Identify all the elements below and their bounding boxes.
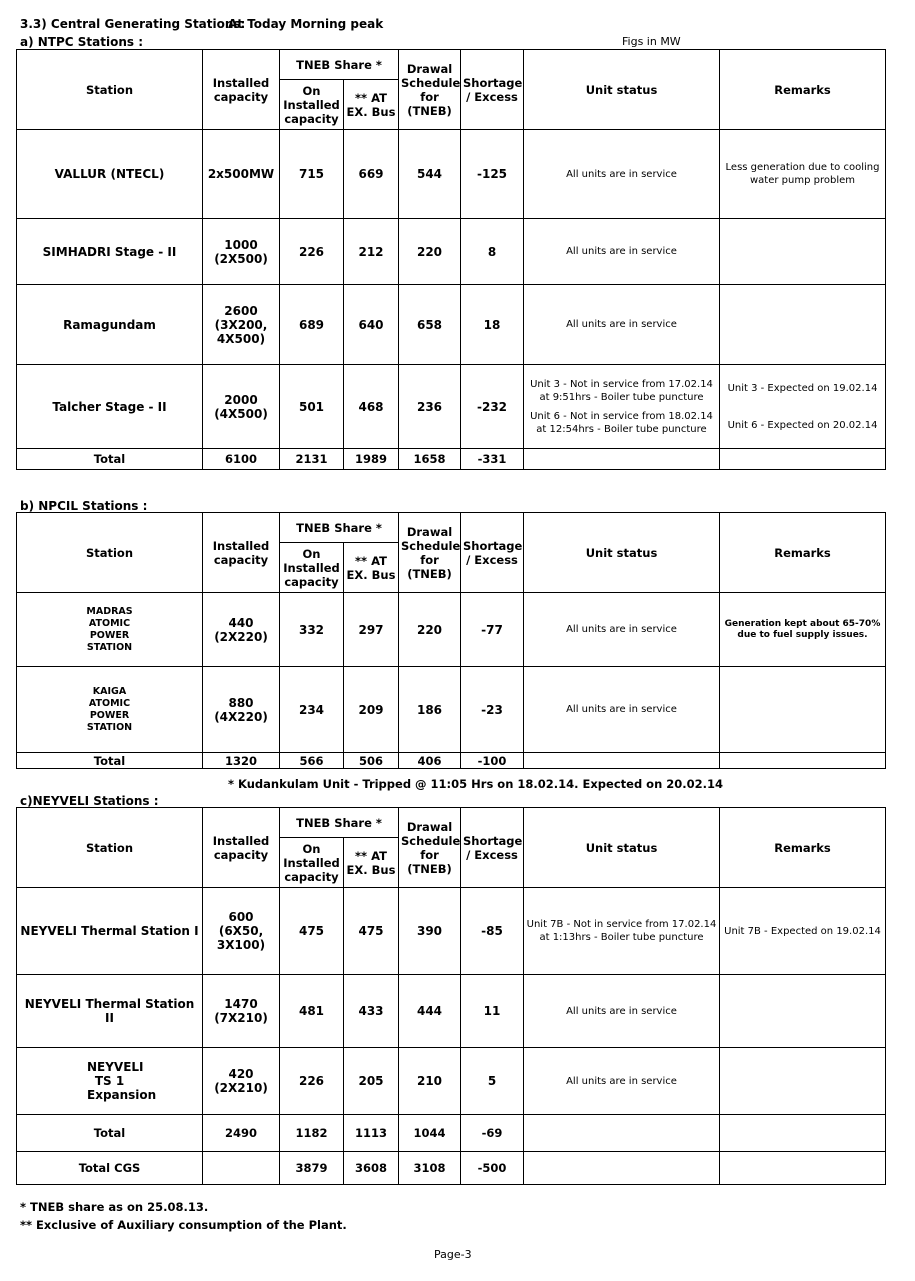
header-station: Station <box>17 50 203 130</box>
total-on-installed: 1182 <box>280 1115 344 1152</box>
unit-status: All units are in service <box>524 667 720 753</box>
header-unit-status: Unit status <box>524 513 720 593</box>
peak-label: At Today Morning peak <box>228 17 384 31</box>
on-installed: 689 <box>280 285 344 365</box>
table-row <box>17 1048 886 1115</box>
at-ex-bus: 212 <box>344 219 399 285</box>
on-installed: 234 <box>280 667 344 753</box>
drawal-schedule: 220 <box>399 593 461 667</box>
on-installed: 332 <box>280 593 344 667</box>
shortage-excess: -125 <box>461 130 524 219</box>
table-row <box>17 219 886 285</box>
total-installed: 1320 <box>203 753 280 769</box>
shortage-excess: -23 <box>461 667 524 753</box>
total-shortage: -331 <box>461 449 524 470</box>
installed-capacity: 440 (2X220) <box>203 593 280 667</box>
on-installed: 475 <box>280 888 344 975</box>
at-ex-bus: 297 <box>344 593 399 667</box>
remarks-line-1: Unit 3 - Expected on 19.02.14 <box>727 382 878 394</box>
station-name: NEYVELI TS 1 Expansion <box>17 1048 203 1115</box>
shortage-excess: 11 <box>461 975 524 1048</box>
header-on-installed: On Installed capacity <box>280 543 344 593</box>
remarks <box>720 285 886 365</box>
header-on-installed: On Installed capacity <box>280 80 344 130</box>
drawal-schedule: 186 <box>399 667 461 753</box>
drawal-schedule: 658 <box>399 285 461 365</box>
total-installed: 2490 <box>203 1115 280 1152</box>
station-name: SIMHADRI Stage - II <box>17 219 203 285</box>
remarks <box>720 219 886 285</box>
remarks: Unit 7B - Expected on 19.02.14 <box>720 888 886 975</box>
installed-capacity: 2x500MW <box>203 130 280 219</box>
unit-status: All units are in service <box>524 593 720 667</box>
on-installed: 501 <box>280 365 344 449</box>
neyveli-table <box>16 807 886 1185</box>
total-cgs-drawal: 3108 <box>399 1152 461 1185</box>
installed-capacity: 600 (6X50, 3X100) <box>203 888 280 975</box>
header-unit-status: Unit status <box>524 50 720 130</box>
table-row <box>17 667 886 753</box>
total-shortage: -69 <box>461 1115 524 1152</box>
total-at-ex-bus: 1989 <box>344 449 399 470</box>
npcil-title: b) NPCIL Stations : <box>20 499 148 513</box>
header-station: Station <box>17 513 203 593</box>
table-row <box>17 593 886 667</box>
unit-status-line-1: Unit 3 - Not in service from 17.02.14 at 9:51hrs - Boiler tube puncture <box>530 378 713 403</box>
shortage-excess: -77 <box>461 593 524 667</box>
total-cgs-at-ex-bus: 3608 <box>344 1152 399 1185</box>
total-drawal: 1658 <box>399 449 461 470</box>
npcil-table <box>16 512 886 769</box>
at-ex-bus: 669 <box>344 130 399 219</box>
station-name: Ramagundam <box>17 285 203 365</box>
installed-capacity: 420 (2X210) <box>203 1048 280 1115</box>
total-on-installed: 2131 <box>280 449 344 470</box>
header-installed: Installed capacity <box>203 50 280 130</box>
total-drawal: 406 <box>399 753 461 769</box>
total-label: Total <box>17 1115 203 1152</box>
drawal-schedule: 210 <box>399 1048 461 1115</box>
at-ex-bus: 433 <box>344 975 399 1048</box>
footnote-auxiliary: ** Exclusive of Auxiliary consumption of the Plant. <box>20 1218 347 1232</box>
remarks <box>720 365 886 449</box>
remarks: Less generation due to cooling water pump problem <box>720 130 886 219</box>
total-on-installed: 566 <box>280 753 344 769</box>
unit-status: All units are in service <box>524 285 720 365</box>
unit-status <box>524 365 720 449</box>
on-installed: 226 <box>280 1048 344 1115</box>
header-at-ex-bus: ** AT EX. Bus <box>344 543 399 593</box>
header-station: Station <box>17 808 203 888</box>
header-on-installed: On Installed capacity <box>280 838 344 888</box>
table-row <box>17 365 886 449</box>
total-label: Total <box>17 449 203 470</box>
installed-capacity: 880 (4X220) <box>203 667 280 753</box>
at-ex-bus: 468 <box>344 365 399 449</box>
total-shortage: -100 <box>461 753 524 769</box>
total-label: Total <box>17 753 203 769</box>
on-installed: 226 <box>280 219 344 285</box>
header-remarks: Remarks <box>720 513 886 593</box>
at-ex-bus: 640 <box>344 285 399 365</box>
header-installed: Installed capacity <box>203 513 280 593</box>
kudankulam-note: * Kudankulam Unit - Tripped @ 11:05 Hrs on 18.02.14. Expected on 20.02.14 <box>228 777 724 791</box>
shortage-excess: 5 <box>461 1048 524 1115</box>
total-row <box>17 753 886 769</box>
at-ex-bus: 209 <box>344 667 399 753</box>
station-name: NEYVELI Thermal Station I <box>17 888 203 975</box>
header-unit-status: Unit status <box>524 808 720 888</box>
table-row <box>17 888 886 975</box>
ntpc-title: a) NTPC Stations : <box>20 35 143 49</box>
unit-status: All units are in service <box>524 975 720 1048</box>
at-ex-bus: 475 <box>344 888 399 975</box>
header-remarks: Remarks <box>720 808 886 888</box>
unit-status: All units are in service <box>524 1048 720 1115</box>
remarks <box>720 975 886 1048</box>
header-tneb-share: TNEB Share * <box>280 513 399 543</box>
installed-capacity: 1000 (2X500) <box>203 219 280 285</box>
header-remarks: Remarks <box>720 50 886 130</box>
at-ex-bus: 205 <box>344 1048 399 1115</box>
unit-status: Unit 7B - Not in service from 17.02.14 at 1:13hrs - Boiler tube puncture <box>524 888 720 975</box>
footnote-tneb-share: * TNEB share as on 25.08.13. <box>20 1200 209 1214</box>
section-title: 3.3) Central Generating Stations: <box>20 17 246 31</box>
remarks-line-2: Unit 6 - Expected on 20.02.14 <box>727 419 878 431</box>
station-name: Talcher Stage - II <box>17 365 203 449</box>
header-tneb-share: TNEB Share * <box>280 808 399 838</box>
station-name: NEYVELI Thermal Station II <box>17 975 203 1048</box>
table-row <box>17 130 886 219</box>
shortage-excess: -232 <box>461 365 524 449</box>
shortage-excess: 8 <box>461 219 524 285</box>
on-installed: 481 <box>280 975 344 1048</box>
table-row <box>17 975 886 1048</box>
header-installed: Installed capacity <box>203 808 280 888</box>
total-row <box>17 1115 886 1152</box>
ntpc-table <box>16 49 886 470</box>
header-drawal: Drawal Schedule for (TNEB) <box>399 808 461 888</box>
installed-capacity: 2000 (4X500) <box>203 365 280 449</box>
total-cgs-installed <box>203 1152 280 1185</box>
shortage-excess: -85 <box>461 888 524 975</box>
header-shortage: Shortage / Excess <box>461 50 524 130</box>
total-at-ex-bus: 506 <box>344 753 399 769</box>
page-number: Page-3 <box>434 1248 472 1261</box>
header-shortage: Shortage / Excess <box>461 808 524 888</box>
total-row <box>17 449 886 470</box>
total-installed: 6100 <box>203 449 280 470</box>
drawal-schedule: 444 <box>399 975 461 1048</box>
header-at-ex-bus: ** AT EX. Bus <box>344 80 399 130</box>
drawal-schedule: 544 <box>399 130 461 219</box>
station-name: KAIGA ATOMIC POWER STATION <box>17 667 203 753</box>
total-drawal: 1044 <box>399 1115 461 1152</box>
header-shortage: Shortage / Excess <box>461 513 524 593</box>
station-name: MADRAS ATOMIC POWER STATION <box>17 593 203 667</box>
total-cgs-label: Total CGS <box>17 1152 203 1185</box>
shortage-excess: 18 <box>461 285 524 365</box>
drawal-schedule: 220 <box>399 219 461 285</box>
header-tneb-share: TNEB Share * <box>280 50 399 80</box>
remarks: Generation kept about 65-70% due to fuel supply issues. <box>720 593 886 667</box>
total-cgs-on-installed: 3879 <box>280 1152 344 1185</box>
unit-status-line-2: Unit 6 - Not in service from 18.02.14 at 12:54hrs - Boiler tube puncture <box>530 410 713 435</box>
total-cgs-shortage: -500 <box>461 1152 524 1185</box>
installed-capacity: 1470 (7X210) <box>203 975 280 1048</box>
unit-status: All units are in service <box>524 130 720 219</box>
station-name: VALLUR (NTECL) <box>17 130 203 219</box>
units-note: Figs in MW <box>622 35 681 48</box>
header-at-ex-bus: ** AT EX. Bus <box>344 838 399 888</box>
drawal-schedule: 390 <box>399 888 461 975</box>
on-installed: 715 <box>280 130 344 219</box>
header-drawal: Drawal Schedule for (TNEB) <box>399 50 461 130</box>
neyveli-title: c)NEYVELI Stations : <box>20 794 159 808</box>
remarks <box>720 1048 886 1115</box>
table-row <box>17 285 886 365</box>
total-cgs-row <box>17 1152 886 1185</box>
installed-capacity: 2600 (3X200, 4X500) <box>203 285 280 365</box>
header-drawal: Drawal Schedule for (TNEB) <box>399 513 461 593</box>
drawal-schedule: 236 <box>399 365 461 449</box>
unit-status: All units are in service <box>524 219 720 285</box>
remarks <box>720 667 886 753</box>
total-at-ex-bus: 1113 <box>344 1115 399 1152</box>
